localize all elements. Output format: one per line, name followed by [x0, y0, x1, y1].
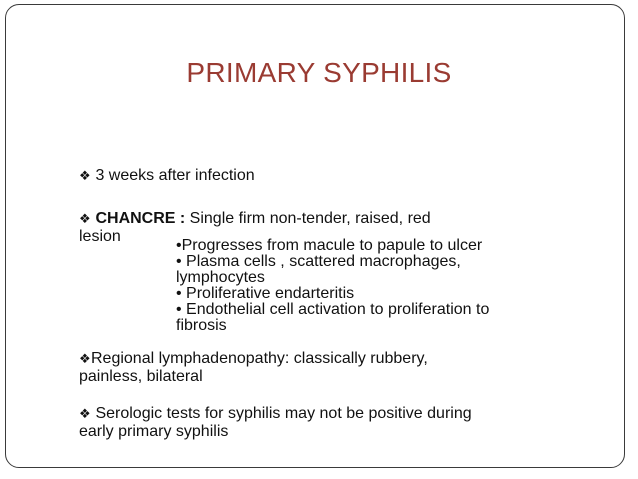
slide-title: PRIMARY SYPHILIS — [186, 57, 452, 88]
chancre-description-cont: lesion — [79, 228, 121, 245]
diamond-bullet-icon: ❖ — [79, 351, 91, 366]
subpoint-item: • Plasma cells , scattered macrophages, — [176, 253, 461, 270]
subpoint-item: fibrosis — [176, 317, 227, 334]
subpoint-item: • Proliferative endarteritis — [176, 285, 355, 302]
diamond-bullet-icon: ❖ — [79, 211, 91, 226]
subpoint-item: lymphocytes — [176, 269, 265, 286]
serology-text-cont: early primary syphilis — [79, 423, 229, 440]
diamond-bullet-icon: ❖ — [79, 168, 91, 183]
chancre-term: CHANCRE : — [95, 210, 186, 227]
bullet-onset — [79, 167, 255, 185]
subpoint-item: • Endothelial cell activation to proliferation to — [176, 301, 490, 318]
chancre-description: Single firm non-tender, raised, red — [185, 210, 431, 227]
serology-text: Serologic tests for syphilis may not be positive during — [91, 405, 472, 422]
lymphadenopathy-text: Regional lymphadenopathy: classically rubbery, — [91, 350, 428, 367]
subpoint-item: •Progresses from macule to papule to ulcer — [176, 237, 483, 254]
diamond-bullet-icon: ❖ — [79, 406, 91, 421]
lymphadenopathy-text-cont: painless, bilateral — [79, 368, 203, 385]
bullet-onset-text: 3 weeks after infection — [95, 167, 255, 184]
bullet-lymphadenopathy — [79, 350, 519, 386]
chancre-subpoints — [176, 238, 556, 334]
bullet-serology — [79, 405, 549, 441]
